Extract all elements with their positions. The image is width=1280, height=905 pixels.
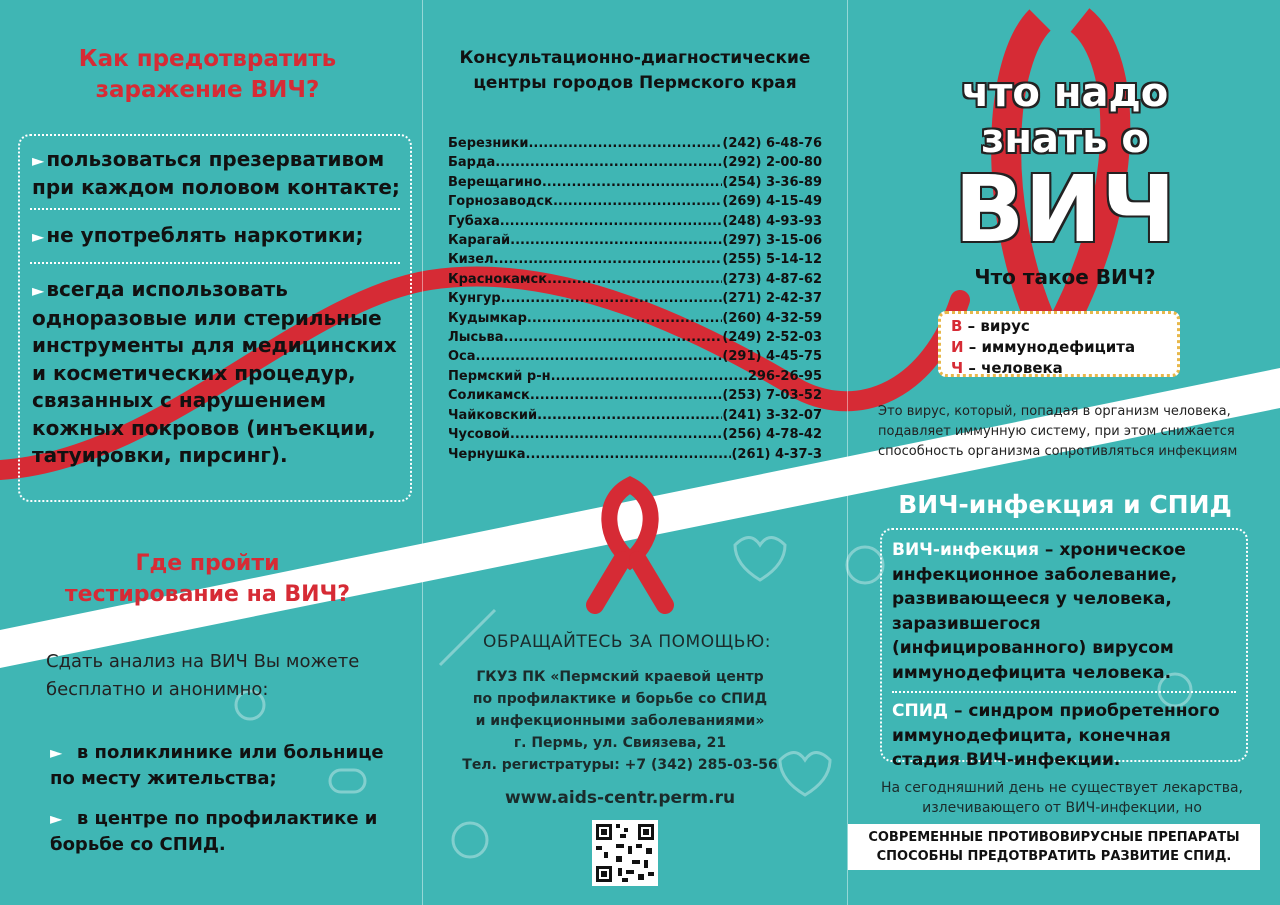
center-row <box>448 289 822 308</box>
leader-dots <box>495 153 722 172</box>
qr-code-icon <box>592 820 658 886</box>
center-row <box>448 445 822 464</box>
definitions-box <box>880 528 1248 770</box>
leader-dots <box>476 347 723 366</box>
fold-line-left <box>422 0 423 905</box>
testing-title <box>20 548 395 610</box>
center-city: Пермский р-н <box>448 368 551 384</box>
center-phone: (292) 2-00-80 <box>722 155 822 171</box>
prevention-title-line1: Как предотвратить <box>78 46 337 72</box>
section-title: ВИЧ-инфекция и СПИД <box>898 490 1232 519</box>
acronym-v: В – вирус <box>951 317 1030 335</box>
testing-title-line1: Где пройти <box>135 551 280 576</box>
center-phone: (254) 3-36-89 <box>722 174 822 190</box>
leader-dots <box>501 289 723 308</box>
virus-description: Это вирус, который, попадая в организм человека, подавляет иммунную систему, при этом снижается способность организма сопротивляться инфекциям <box>878 404 1238 459</box>
center-row <box>448 309 822 328</box>
help-title: ОБРАЩАЙТЕСЬ ЗА ПОМОЩЬЮ: <box>483 632 771 652</box>
testing-intro: Сдать анализ на ВИЧ Вы можете бесплатно и анонимно: <box>46 651 360 700</box>
center-row <box>448 386 822 405</box>
center-phone: (242) 6-48-76 <box>722 136 822 151</box>
definition-aids: СПИД – синдром приобретенного иммунодефицита, конечная стадия ВИЧ-инфекции. <box>892 701 1220 770</box>
org-info <box>440 666 800 776</box>
leader-dots <box>527 309 723 328</box>
triangle-bullet-icon: ► <box>50 743 63 762</box>
org-line: г. Пермь, ул. Свиязева, 21 <box>513 735 727 751</box>
leader-dots <box>526 445 732 464</box>
leader-dots <box>503 328 722 347</box>
bottom-highlight: СОВРЕМЕННЫЕ ПРОТИВОВИРУСНЫЕ ПРЕПАРАТЫ СПОСОБНЫ ПРЕДОТВРАТИТЬ РАЗВИТИЕ СПИД. <box>848 824 1260 870</box>
leader-dots <box>500 212 723 231</box>
testing-item-1: ► в поликлинике или больнице по месту жительства; <box>50 742 384 789</box>
centers-title <box>430 46 840 96</box>
fold-line-right <box>847 0 848 905</box>
org-line: ГКУЗ ПК «Пермский краевой центр <box>476 669 764 685</box>
leader-dots <box>510 231 722 250</box>
center-phone: (253) 7-03-52 <box>722 388 822 404</box>
center-phone: (271) 2-42-37 <box>722 291 822 307</box>
leader-dots <box>537 406 722 425</box>
testing-title-line2: тестирование на ВИЧ? <box>64 582 351 607</box>
center-row <box>448 134 822 153</box>
center-row <box>448 212 822 231</box>
center-city: Верещагино <box>448 174 542 190</box>
center-row <box>448 347 822 366</box>
centers-list <box>448 134 822 464</box>
leader-dots <box>494 250 723 269</box>
website-link[interactable]: www.aids-centr.perm.ru <box>504 788 736 808</box>
cure-note: На сегодняшний день не существует лекарства, излечивающего от ВИЧ-инфекции, но <box>880 780 1244 816</box>
centers-title-line2: центры городов Пермского края <box>473 73 797 93</box>
center-city: Краснокамск <box>448 271 548 287</box>
triangle-bullet-icon: ► <box>32 151 45 170</box>
divider <box>892 691 1236 693</box>
prevention-title <box>20 44 395 106</box>
center-city: Губаха <box>448 213 500 229</box>
center-row <box>448 270 822 289</box>
center-row <box>448 173 822 192</box>
center-city: Кудымкар <box>448 310 527 326</box>
prevention-item-3: ► всегда использовать одноразовые или стерильные инструменты для медицинских и косметических процедур, связанных с нарушением кожных покровов (инъекции, татуировки, пирсинг). <box>32 277 397 467</box>
center-phone: (248) 4-93-93 <box>722 213 822 229</box>
main-title-line2: знать о <box>981 116 1149 162</box>
acronym-i: И – иммунодефицита <box>951 338 1136 356</box>
center-row <box>448 328 822 347</box>
acronym-box <box>938 311 1180 377</box>
center-city: Кизел <box>448 252 494 268</box>
triangle-bullet-icon: ► <box>32 227 45 246</box>
acronym-ch: Ч – человека <box>951 359 1063 377</box>
leader-dots <box>528 134 722 153</box>
center-city: Кунгур <box>448 291 501 307</box>
org-phone: Тел. регистратуры: +7 (342) 285-03-56 <box>462 757 778 773</box>
triangle-bullet-icon: ► <box>50 809 63 828</box>
prevention-item-1: ► пользоваться презервативом при каждом половом контакте; <box>32 147 400 199</box>
center-phone: (255) 5-14-12 <box>722 252 822 268</box>
center-phone: (260) 4-32-59 <box>722 310 822 326</box>
center-phone: (269) 4-15-49 <box>722 194 822 210</box>
center-city: Барда <box>448 155 496 171</box>
org-line: и инфекционными заболеваниями» <box>475 713 765 729</box>
center-city: Чусовой <box>448 427 510 443</box>
center-phone: (241) 3-32-07 <box>722 407 822 423</box>
center-phone: (256) 4-78-42 <box>722 427 822 443</box>
center-phone: 296-26-95 <box>747 368 822 384</box>
center-phone: (249) 2-52-03 <box>722 330 822 346</box>
org-line: по профилактике и борьбе со СПИД <box>472 691 768 707</box>
main-title-line1: что надо <box>961 70 1169 116</box>
leader-dots <box>510 425 723 444</box>
prevention-item-2: ► не употреблять наркотики; <box>32 223 364 247</box>
center-city: Оса <box>448 349 476 365</box>
center-phone: (273) 4-87-62 <box>722 271 822 287</box>
leader-dots <box>551 367 748 386</box>
center-city: Карагай <box>448 233 511 249</box>
center-city: Чернушка <box>448 446 526 462</box>
leader-dots <box>530 386 723 405</box>
center-row <box>448 153 822 172</box>
center-phone: (261) 4-37-3 <box>731 446 822 462</box>
prevention-title-line2: заражение ВИЧ? <box>95 77 320 103</box>
center-row <box>448 406 822 425</box>
triangle-bullet-icon: ► <box>32 281 45 300</box>
definition-hiv: ВИЧ-инфекция – хроническое инфекционное заболевание, развивающееся у человека, заразившегося (инфицированного) вирусом иммунодефицита человека. <box>892 540 1186 683</box>
what-is-question: Что такое ВИЧ? <box>974 265 1156 289</box>
center-row <box>448 192 822 211</box>
center-city: Горнозаводск <box>448 194 553 210</box>
center-city: Лысьва <box>448 330 504 346</box>
leader-dots <box>553 192 722 211</box>
main-title-vich: ВИЧ <box>954 156 1176 263</box>
main-title <box>945 70 1185 162</box>
center-row <box>448 250 822 269</box>
center-city: Чайковский <box>448 407 538 423</box>
centers-title-line1: Консультационно-диагностические <box>459 48 811 68</box>
center-phone: (291) 4-45-75 <box>722 349 822 365</box>
center-row <box>448 367 822 386</box>
center-row <box>448 425 822 444</box>
leader-dots <box>547 270 722 289</box>
center-row <box>448 231 822 250</box>
center-city: Березники <box>448 136 529 151</box>
center-phone: (297) 3-15-06 <box>722 233 822 249</box>
leader-dots <box>542 173 723 192</box>
testing-item-2: ► в центре по профилактике и борьбе со СПИД. <box>50 808 378 855</box>
prevention-box <box>18 134 412 502</box>
center-city: Соликамск <box>448 388 530 404</box>
